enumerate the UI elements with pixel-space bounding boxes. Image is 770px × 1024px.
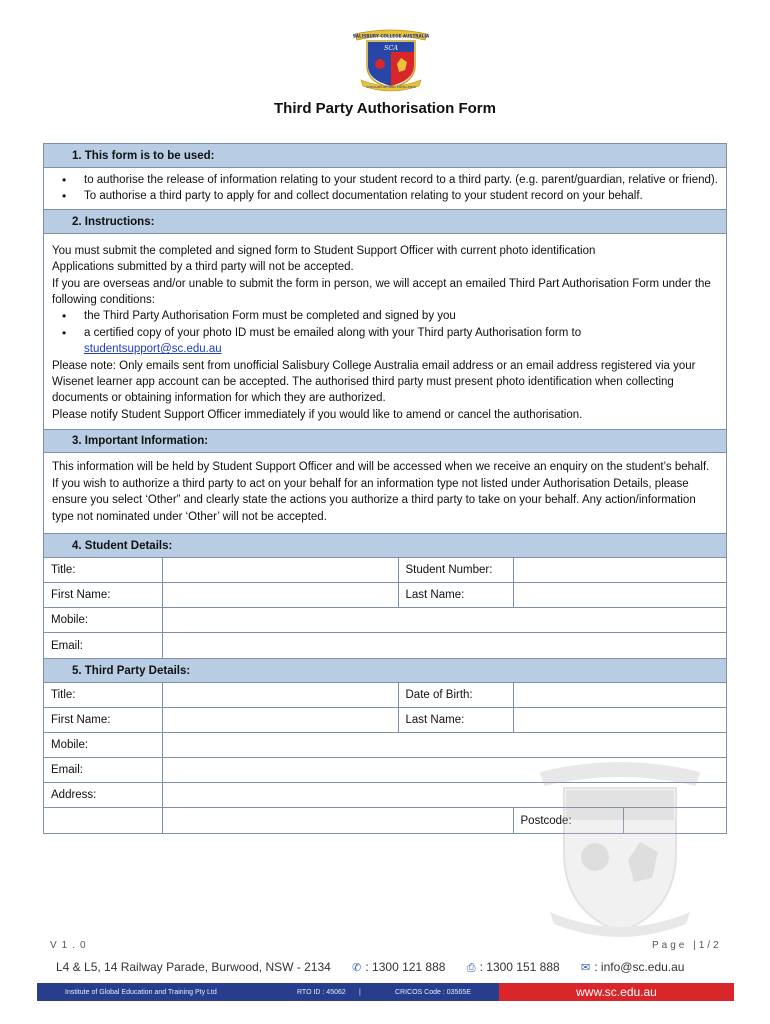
phone-text: : 1300 121 888 [365,960,446,974]
footer-bar-blue [37,983,499,1001]
student-number-field[interactable] [513,558,726,583]
college-crest-logo [351,26,431,92]
instructions-bullet-2 [84,325,718,358]
page-title: Third Party Authorisation Form [274,100,496,117]
student-mobile-field[interactable] [162,608,726,633]
mail-icon: ✉ [581,962,591,974]
student-row-name [44,583,726,608]
authorisation-form [43,143,727,834]
crest-banner-text: SALISBURY COLLEGE AUSTRALIA [352,33,430,39]
third-party-first-name-field[interactable] [162,708,398,733]
third-party-title-label: Title: [44,683,162,708]
page-number: Page |1/2 [652,940,722,951]
footer-bar-red [499,983,734,1001]
instructions-para-4: Please note: Only emails sent from unofficial Salisbury College Australia email address or an email address registered via your Wisenet learner app account can be accepted. The authorised third party must present photo identification when collecting documents or obtaining information for which they are authorized. [52,359,696,405]
info-para-2: If you wish to authorize a third party to act on your behalf for an information type not listed under Authorisation Details, please ensure you select ‘Other” and clearly state the actions you authorize a third party to take on your behalf. Any action/information type not nominated under ‘Other’ will not be accepted. [52,477,696,523]
section1-bullet-2: • To authorise a third party to apply for and collect documentation relating to your student record on your behalf. [84,188,718,204]
student-row-email [44,633,726,658]
section4-heading: 4. Student Details: [44,534,726,558]
fax-icon: ⎙ [466,962,476,974]
student-mobile-label: Mobile: [44,608,162,633]
third-party-last-name-label: Last Name: [398,708,513,733]
third-party-last-name-field[interactable] [513,708,726,733]
instructions-bullet-1: • the Third Party Authorisation Form must be completed and signed by you [84,308,718,324]
student-support-email-link[interactable]: studentsupport@sc.edu.au [84,343,222,356]
institute-name: Institute of Global Education and Training Pty Ltd [65,988,217,996]
third-party-first-name-label: First Name: [44,708,162,733]
instructions-para-3: If you are overseas and/or unable to submit the form in person, we will accept an emailed Third Part Authorisation Form under the following conditions: [52,277,711,307]
section3-heading: 3. Important Information: [44,430,726,453]
rto-id: RTO ID : 45062 [297,988,346,996]
third-party-address-extra-label-cell [44,808,162,833]
student-title-field[interactable] [162,558,398,583]
instructions-para-5: Please notify Student Support Officer immediately if you would like to amend or cancel the authorisation. [52,408,583,421]
section1-heading: 1. This form is to be used: [44,144,726,168]
student-first-name-field[interactable] [162,583,398,608]
third-party-address-label: Address: [44,783,162,808]
cricos-code: CRICOS Code : 03565E [395,988,471,996]
info-para-1: This information will be held by Student Support Officer and will be accessed when we receive an enquiry on the student’s behalf. [52,461,710,474]
fax-text: : 1300 151 888 [479,960,560,974]
student-row-title [44,558,726,583]
third-party-postcode-label: Postcode: [513,808,623,833]
third-party-dob-field[interactable] [513,683,726,708]
student-email-field[interactable] [162,633,726,658]
student-row-mobile [44,608,726,633]
instructions-para-2: Applications submitted by a third party will not be accepted. [52,261,354,274]
student-email-label: Email: [44,633,162,658]
section2-body [44,234,726,430]
section1-body [44,168,726,210]
student-details-grid [44,558,726,659]
contact-line [56,960,688,975]
third-party-address-line-2-field[interactable] [162,808,513,833]
third-party-mobile-label: Mobile: [44,733,162,758]
website-link[interactable]: www.sc.edu.au [576,985,657,999]
instructions-bullet-2-text: a certified copy of your photo ID must be emailed along with your Third party Authorisation form to [84,326,582,339]
section1-bullet-1: • to authorise the release of information relating to your student record to a third party. (e.g. parent/guardian, relative or friend). [84,172,718,188]
third-party-dob-label: Date of Birth: [398,683,513,708]
crest-monogram: SCA [383,44,399,52]
crest-motto: SCHOLARS BEYOND EXCELLENCE [365,85,417,89]
email-text: : info@sc.edu.au [594,960,685,974]
version-label: V1.0 [50,940,91,951]
section2-heading: 2. Instructions: [44,210,726,234]
footer-separator: | [359,988,361,996]
crest-watermark [530,752,710,942]
student-number-label: Student Number: [398,558,513,583]
third-party-row-title [44,683,726,708]
student-last-name-field[interactable] [513,583,726,608]
third-party-title-field[interactable] [162,683,398,708]
student-title-label: Title: [44,558,162,583]
instructions-para-1: You must submit the completed and signed form to Student Support Officer with current photo identification [52,244,596,257]
section3-body [44,453,726,534]
footer-bar [37,983,734,1001]
student-last-name-label: Last Name: [398,583,513,608]
phone-icon: ✆ [352,962,362,974]
third-party-row-name [44,708,726,733]
third-party-email-label: Email: [44,758,162,783]
student-first-name-label: First Name: [44,583,162,608]
section5-heading: 5. Third Party Details: [44,659,726,683]
address-text: L4 & L5, 14 Railway Parade, Burwood, NSW - 2134 [56,960,331,974]
